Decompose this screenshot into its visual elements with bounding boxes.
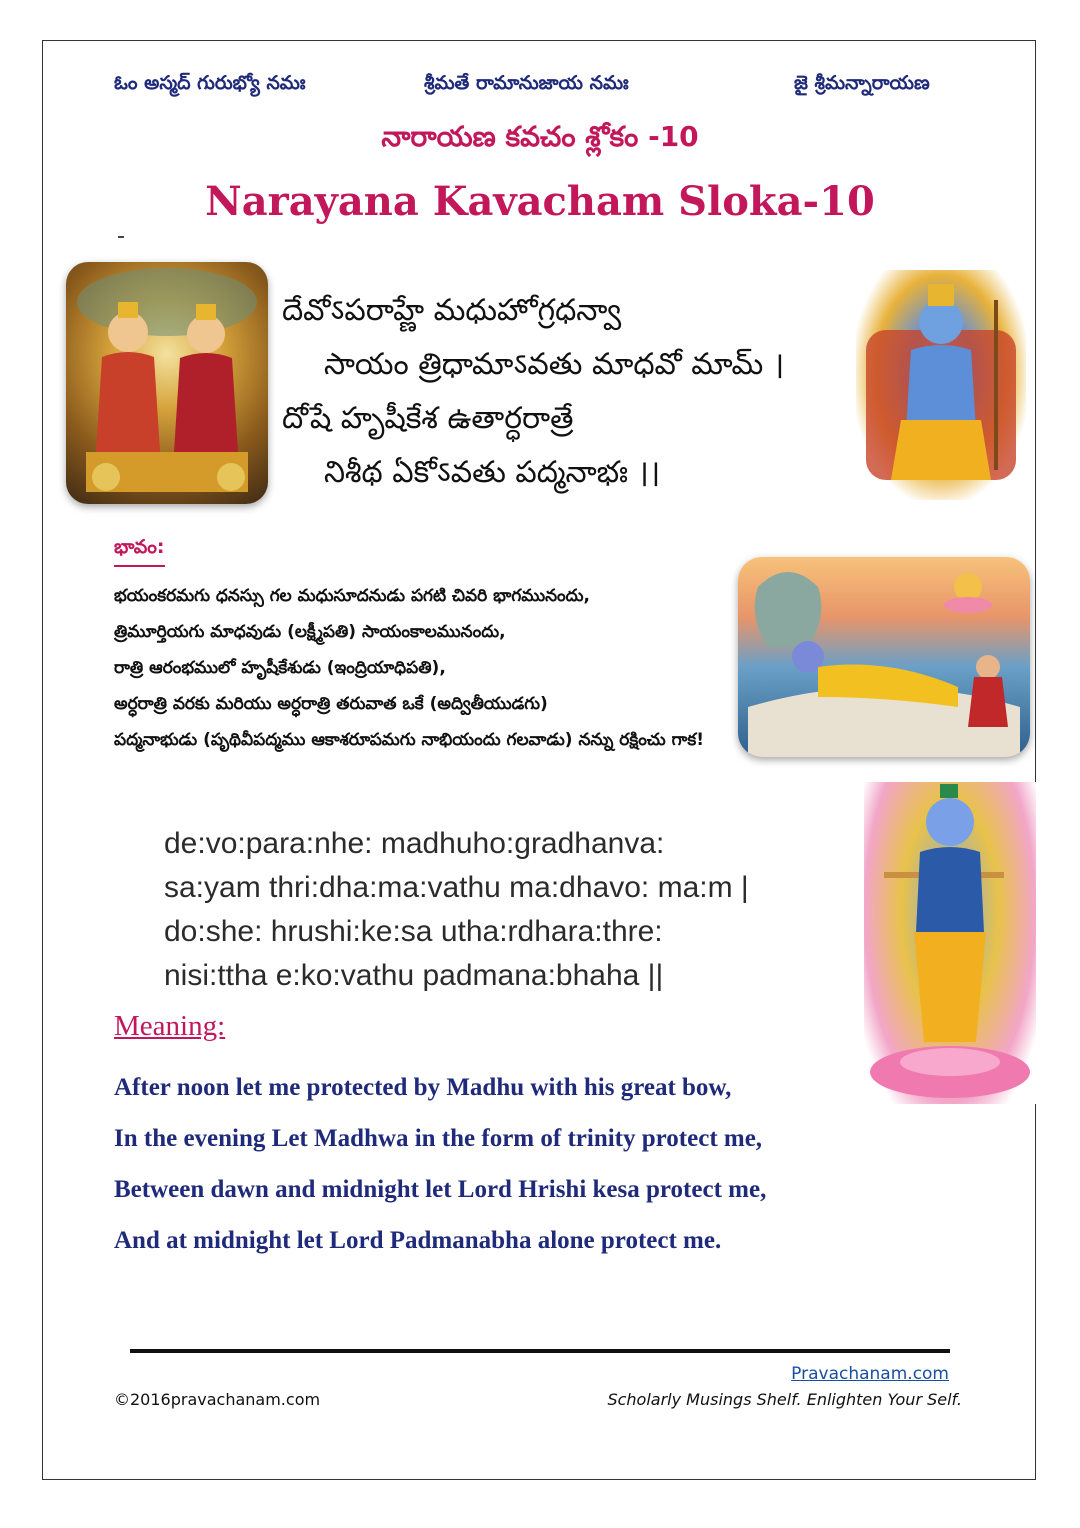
- vishnu-adisesha-illustration: [738, 557, 1030, 757]
- telugu-title: నారాయణ కవచం శ్లోకం -10: [381, 120, 699, 153]
- bhavam-line: త్రిమూర్తియగు మాధవుడు (లక్ష్మీపతి) సాయంకాలమునందు,: [114, 622, 506, 642]
- meaning-line: In the evening Let Madhwa in the form of trinity protect me,: [114, 1125, 763, 1152]
- meaning-line: After noon let me protected by Madhu with his great bow,: [114, 1074, 732, 1101]
- krishna-illustration: [864, 782, 1036, 1104]
- sloka-line: నిశీథ ఏకోऽవతు పద్మనాభః ।।: [324, 455, 661, 490]
- transliteration-line: sa:yam thri:dha:ma:vathu ma:dhavo: ma:m |: [164, 871, 749, 904]
- meaning-line: And at midnight let Lord Padmanabha alone protect me.: [114, 1227, 722, 1254]
- meaning-heading: Meaning:: [114, 1010, 226, 1042]
- sloka-telugu: [282, 284, 872, 500]
- meaning-line: Between dawn and midnight let Lord Hrishi kesa protect me,: [114, 1176, 767, 1203]
- transliteration-line: de:vo:para:nhe: madhuho:gradhanva:: [164, 827, 665, 860]
- footer-site-link[interactable]: Pravachanam.com: [791, 1364, 949, 1384]
- transliteration-line: do:she: hrushi:ke:sa utha:rdhara:thre:: [164, 915, 663, 948]
- rama-image: [856, 270, 1026, 500]
- bhavam-line: రాత్రి ఆరంభములో హృషీకేశుడు (ఇంద్రియాధిపతి),: [114, 658, 446, 678]
- footer-tagline: Scholarly Musings Shelf. Enlighten Your Self.: [607, 1390, 962, 1409]
- krishna-image: [864, 782, 1036, 1104]
- header-invocation-left: ఓం అస్మద్ గురుభ్యో నమః: [114, 72, 306, 94]
- rama-illustration: [856, 270, 1026, 500]
- vishnu-adisesha-image: [738, 557, 1030, 757]
- footer-divider: [130, 1349, 950, 1353]
- english-title: Narayana Kavacham Sloka-10: [205, 178, 875, 225]
- footer-copyright: ©2016pravachanam.com: [114, 1390, 321, 1409]
- transliteration-line: nisi:ttha e:ko:vathu padmana:bhaha ||: [164, 959, 664, 992]
- bhavam-heading: భావం:: [114, 536, 165, 567]
- bhavam-line: పద్మనాభుడు (పృథివీపద్మము ఆకాశరూపమగు నాభియందు గలవాడు) నన్ను రక్షించు గాక!: [114, 730, 704, 750]
- header-invocation-right: జై శ్రీమన్నారాయణ: [794, 72, 930, 94]
- lakshmi-narayana-illustration: [66, 262, 268, 504]
- bhavam-line: భయంకరమగు ధనస్సు గల మధుసూదనుడు పగటి చివరి భాగమునందు,: [114, 586, 590, 606]
- header-invocation-center: శ్రీమతే రామానుజాయ నమః: [424, 72, 629, 94]
- bhavam-line: అర్ధరాత్రి వరకు మరియు అర్ధరాత్రి తరువాత ఒకే (అద్వితీయుడగు): [114, 694, 548, 714]
- sloka-line: దేవోऽపరాహ్ణే మధుహోగ్రధన్వా: [282, 293, 622, 328]
- sloka-line: సాయం త్రిధామాऽవతు మాధవో మామ్ ।: [324, 347, 785, 382]
- lakshmi-narayana-image: [66, 262, 268, 504]
- stray-mark: [118, 236, 124, 238]
- sloka-line: దోషే హృషీకేశ ఉతార్ధరాత్రే: [282, 401, 574, 436]
- meaning-text: [114, 1062, 914, 1266]
- sloka-transliteration: [164, 822, 884, 998]
